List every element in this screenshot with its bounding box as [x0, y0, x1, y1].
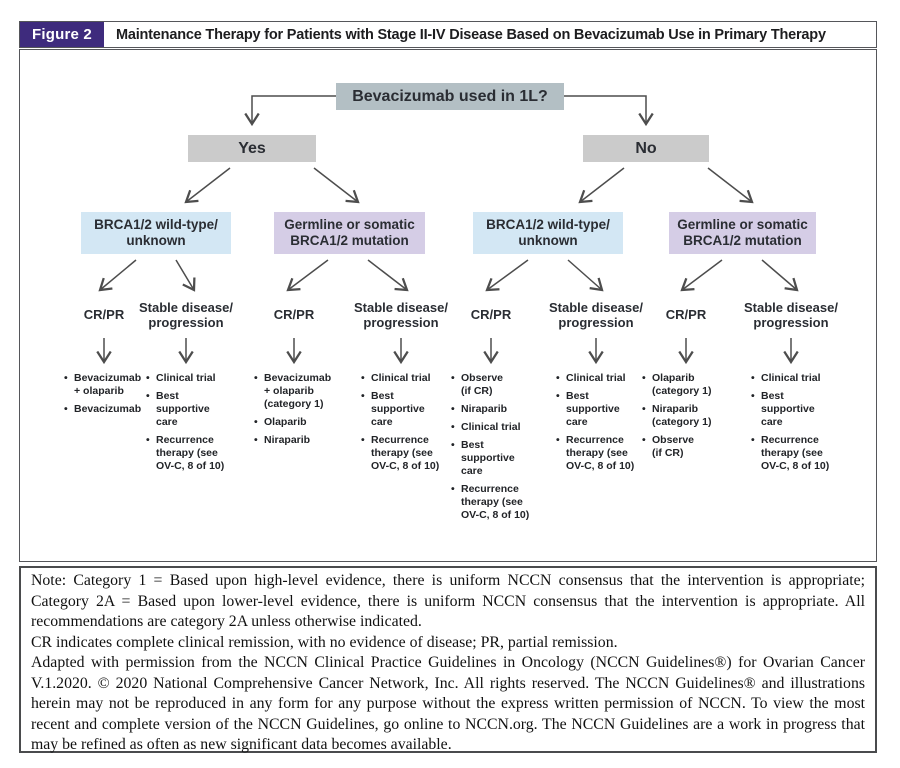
- arrow-cat0-crpr: [100, 260, 136, 290]
- therapy-option-item: • Niraparib: [254, 434, 346, 447]
- therapy-option-item: • Clinical trial: [361, 372, 453, 385]
- decision-node-bevacizumab-1l: Bevacizumab used in 1L?: [336, 83, 564, 110]
- therapy-option-item: • Clinical trial: [146, 372, 238, 385]
- therapy-option-item: • Observe (if CR): [642, 434, 734, 460]
- branch-node-no: No: [583, 135, 709, 162]
- therapy-option-item: • Bevacizumab + olaparib: [64, 372, 156, 398]
- notes-panel: [19, 566, 877, 753]
- figure-title: Maintenance Therapy for Patients with Stage II-IV Disease Based on Bevacizumab Use in Primary Therapy: [115, 26, 826, 43]
- response-label-crpr: CR/PR: [470, 307, 512, 323]
- category-node-no-brca-mutation: Germline or somatic BRCA1/2 mutation: [669, 212, 816, 254]
- therapy-option-item: • Best supportive care: [361, 390, 453, 429]
- category-node-yes-brca-mutation: Germline or somatic BRCA1/2 mutation: [274, 212, 425, 254]
- arrow-cat3-crpr: [682, 260, 722, 290]
- arrow-no-to-wildtype: [580, 168, 624, 202]
- response-label-stable-progression: Stable disease/ progression: [744, 299, 838, 330]
- therapy-option-list: [642, 372, 734, 465]
- therapy-option-list: [146, 372, 238, 478]
- therapy-option-item: • Clinical trial: [556, 372, 648, 385]
- response-label-crpr: CR/PR: [83, 307, 125, 323]
- arrow-decision-to-yes: [252, 96, 336, 124]
- therapy-option-list: [64, 372, 156, 421]
- category-node-yes-brca-wildtype: BRCA1/2 wild-type/ unknown: [81, 212, 231, 254]
- therapy-option-item: • Clinical trial: [451, 421, 543, 434]
- therapy-option-item: • Olaparib: [254, 416, 346, 429]
- therapy-option-item: • Recurrence therapy (see OV-C, 8 of 10): [451, 483, 543, 522]
- therapy-option-list: [751, 372, 843, 478]
- therapy-option-item: • Recurrence therapy (see OV-C, 8 of 10): [361, 434, 453, 473]
- therapy-option-item: • Best supportive care: [556, 390, 648, 429]
- therapy-option-item: • Bevacizumab: [64, 403, 156, 416]
- therapy-option-item: • Best supportive care: [146, 390, 238, 429]
- therapy-option-item: • Recurrence therapy (see OV-C, 8 of 10): [751, 434, 843, 473]
- arrow-cat0-stable: [176, 260, 194, 290]
- response-label-stable-progression: Stable disease/ progression: [139, 299, 233, 330]
- arrow-no-to-mutation: [708, 168, 752, 202]
- branch-node-yes: Yes: [188, 135, 316, 162]
- therapy-option-item: • Niraparib: [451, 403, 543, 416]
- therapy-option-item: • Observe (if CR): [451, 372, 543, 398]
- therapy-option-list: [451, 372, 543, 527]
- therapy-option-item: • Best supportive care: [451, 439, 543, 478]
- response-label-stable-progression: Stable disease/ progression: [549, 299, 643, 330]
- therapy-option-item: • Clinical trial: [751, 372, 843, 385]
- arrow-cat2-stable: [568, 260, 602, 290]
- category-node-no-brca-wildtype: BRCA1/2 wild-type/ unknown: [473, 212, 623, 254]
- note-category-definitions: Note: Category 1 = Based upon high-level evidence, there is uniform NCCN consensus that the intervention is appropriate; Category 2A = Based upon lower-level evidence, there is uniform NCCN consensus that the intervention is appropriate. All recommendations are category 2A unless otherwise indicated.: [31, 572, 865, 630]
- therapy-option-list: [361, 372, 453, 478]
- arrow-cat1-stable: [368, 260, 407, 290]
- therapy-option-list: [254, 372, 346, 452]
- response-label-stable-progression: Stable disease/ progression: [354, 299, 448, 330]
- figure-number-badge: Figure 2: [20, 22, 104, 47]
- arrow-cat2-crpr: [487, 260, 528, 290]
- arrow-yes-to-wildtype: [186, 168, 230, 202]
- arrow-cat3-stable: [762, 260, 797, 290]
- response-label-crpr: CR/PR: [273, 307, 315, 323]
- therapy-option-item: • Niraparib (category 1): [642, 403, 734, 429]
- figure-title-bar: [19, 21, 877, 48]
- therapy-option-item: • Best supportive care: [751, 390, 843, 429]
- arrow-decision-to-no: [564, 96, 646, 124]
- flowchart-panel: [19, 49, 877, 562]
- arrow-cat1-crpr: [288, 260, 328, 290]
- arrow-yes-to-mutation: [314, 168, 358, 202]
- therapy-option-item: • Recurrence therapy (see OV-C, 8 of 10): [146, 434, 238, 473]
- therapy-option-item: • Recurrence therapy (see OV-C, 8 of 10): [556, 434, 648, 473]
- therapy-option-item: • Bevacizumab + olaparib (category 1): [254, 372, 346, 411]
- note-copyright: Adapted with permission from the NCCN Clinical Practice Guidelines in Oncology (NCCN Guidelines®) for Ovarian Cancer V.1.2020. © 2020 National Comprehensive Cancer Network, Inc. All rights reserved. The NCCN Guidelines® and illustrations herein may not be reproduced in any form for any purpose without the express written permission of NCCN. To view the most recent and complete version of the NCCN Guidelines, go online to NCCN.org. The NCCN Guidelines are a work in progress that may be refined as often as new significant data becomes available.: [31, 654, 865, 753]
- note-abbreviations: CR indicates complete clinical remission, with no evidence of disease; PR, partial remission.: [31, 633, 618, 651]
- response-label-crpr: CR/PR: [665, 307, 707, 323]
- therapy-option-list: [556, 372, 648, 478]
- therapy-option-item: • Olaparib (category 1): [642, 372, 734, 398]
